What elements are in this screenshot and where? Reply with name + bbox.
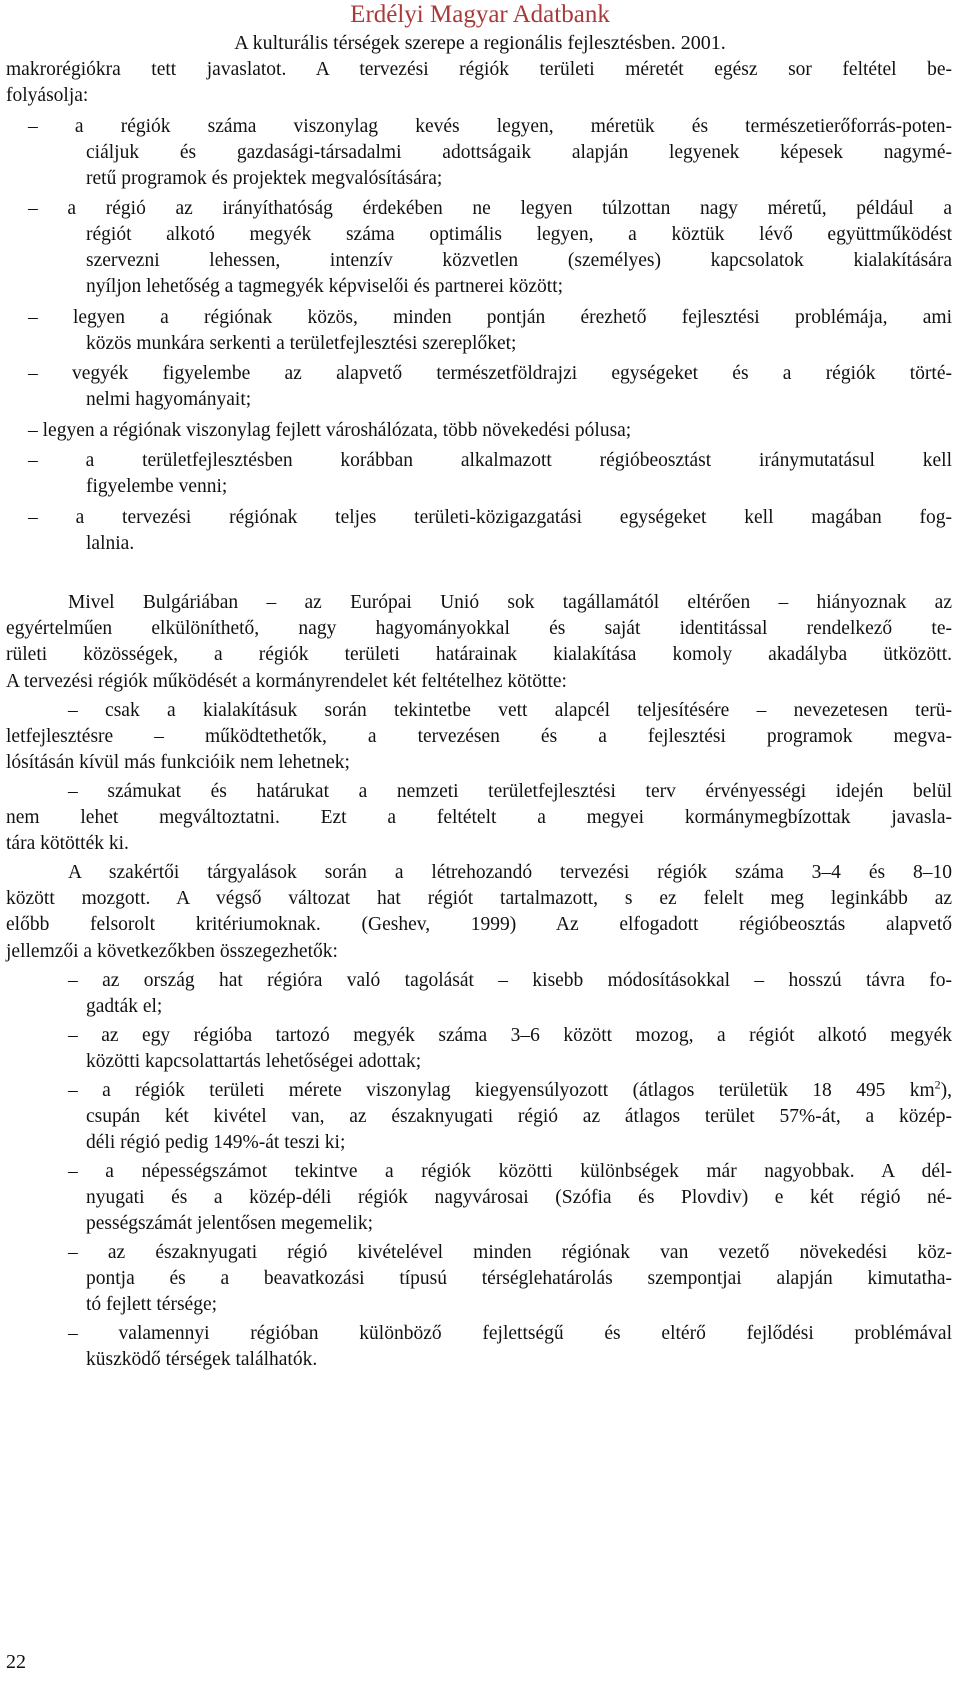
text-line: Mivel Bulgáriában – az Európai Unió sok tagállamától eltérően – hiányoznak az: [68, 592, 952, 613]
page-number: 22: [6, 1651, 26, 1673]
list-item-line: – az egy régióba tartozó megyék száma 3–6 között mozog, a régiót alkotó megyék: [68, 1025, 952, 1046]
superscript: 2: [934, 1077, 941, 1092]
list-item-line: régiót alkotó megyék száma optimális legyen, a köztük lévő együttműködést: [86, 224, 952, 245]
text-run: – a régiók területi mérete viszonylag kiegyensúlyozott (átlagos területük 18 495 km: [68, 1080, 935, 1101]
list-item-line: retű programok és projektek megvalósítására;: [86, 168, 443, 189]
text-line: lósításán kívül más funkcióik nem lehetnek;: [6, 752, 350, 773]
text-line: egyértelműen elkülöníthető, nagy hagyományokkal és saját identitással rendelkező te-: [6, 618, 952, 639]
list-item-line: ciáljuk és gazdasági-társadalmi adottságaik alapján legyenek képesek nagymé-: [86, 142, 952, 163]
list-item-line: pontja és a beavatkozási típusú térséglehatárolás szempontjai alapján kimutatha-: [86, 1268, 952, 1289]
text-line: A szakértői tárgyalások során a létrehozandó tervezési régiók száma 3–4 és 8–10: [68, 862, 952, 883]
list-item-line: – a régiók száma viszonylag kevés legyen, méretük és természetierőforrás-poten-: [28, 116, 952, 137]
text-line: A tervezési régiók működését a kormányrendelet két feltételhez kötötte:: [6, 671, 567, 692]
document-title: A kulturális térségek szerepe a regionális fejlesztésben. 2001.: [234, 32, 726, 54]
list-item-line: lalnia.: [86, 533, 135, 554]
list-item-line: déli régió pedig 149%-át teszi ki;: [86, 1132, 346, 1153]
text-line: tára kötötték ki.: [6, 833, 129, 854]
text-line: – számukat és határukat a nemzeti területfejlesztési terv érvényességi idején belül: [68, 781, 952, 802]
list-item-line: [68, 1078, 952, 1104]
text-line: letfejlesztésre – működtethetők, a tervezésen és a fejlesztési programok megva-: [6, 726, 952, 747]
text-line: rületi közösségek, a régiók területi határainak kialakítása komoly akadályba ütközött.: [6, 644, 952, 665]
list-item-line: – az ország hat régióra való tagolását – kisebb módosításokkal – hosszú távra fo-: [68, 970, 952, 991]
list-item-line: nelmi hagyományait;: [86, 389, 252, 410]
list-item-line: közös munkára serkenti a területfejlesztési szereplőket;: [86, 333, 517, 354]
list-item-line: gadták el;: [86, 996, 163, 1017]
list-item-line: – az északnyugati régió kivételével minden régiónak van vezető növekedési köz-: [68, 1242, 952, 1263]
list-item-line: közötti kapcsolattartás lehetőségei adottak;: [86, 1051, 422, 1072]
list-item-line: nyugati és a közép-déli régiók nagyvárosai (Szófia és Plovdiv) e két régió né-: [86, 1187, 952, 1208]
text-line: jellemzői a következőkben összegezhetők:: [6, 941, 338, 962]
list-item-line: – legyen a régiónak viszonylag fejlett városhálózata, több növekedési pólusa;: [28, 420, 632, 441]
text-run: ),: [940, 1080, 952, 1101]
list-item-line: – vegyék figyelembe az alapvető természetföldrajzi egységeket és a régiók törté-: [28, 363, 952, 384]
list-item-line: tó fejlett térsége;: [86, 1294, 218, 1315]
list-item-line: pességszámát jelentősen megemelik;: [86, 1213, 373, 1234]
text-line: között mozgott. A végső változat hat régiót tartalmazott, s ez felelt meg leginkább az: [6, 888, 952, 909]
site-title: Erdélyi Magyar Adatbank: [350, 1, 610, 28]
text-line: – csak a kialakításuk során tekintetbe vett alapcél teljesítésére – nevezetesen terü-: [68, 700, 952, 721]
list-item-line: szervezni lehessen, intenzív közvetlen (személyes) kapcsolatok kialakítására: [86, 250, 952, 271]
list-item-line: – a tervezési régiónak teljes területi-közigazgatási egységeket kell magában fog-: [28, 507, 952, 528]
text-line: makrorégiókra tett javaslatot. A tervezési régiók területi méretét egész sor feltétel be-: [6, 59, 952, 80]
list-item-line: nyíljon lehetőség a tagmegyék képviselői és partnerei között;: [86, 276, 564, 297]
list-item-line: – legyen a régiónak közös, minden pontján érezhető fejlesztési problémája, ami: [28, 307, 952, 328]
list-item-line: – valamennyi régióban különböző fejlettségű és eltérő fejlődési problémával: [68, 1323, 952, 1344]
list-item-line: csupán két kivétel van, az északnyugati régió az átlagos terület 57%-át, a közép-: [86, 1106, 952, 1127]
list-item-line: – a régió az irányíthatóság érdekében ne legyen túlzottan nagy méretű, például a: [28, 198, 952, 219]
list-item-line: – a népességszámot tekintve a régiók közötti különbségek már nagyobbak. A dél-: [68, 1161, 952, 1182]
text-line: előbb felsorolt kritériumoknak. (Geshev, 1999) Az elfogadott régióbeosztás alapvető: [6, 914, 952, 935]
text-line: nem lehet megváltoztatni. Ezt a feltételt a megyei kormánymegbízottak javasla-: [6, 807, 952, 828]
list-item-line: küszködő térségek találhatók.: [86, 1349, 318, 1370]
list-item-line: – a területfejlesztésben korábban alkalmazott régióbeosztást iránymutatásul kell: [28, 450, 952, 471]
list-item-line: figyelembe venni;: [86, 476, 228, 497]
text-line: folyásolja:: [6, 85, 89, 106]
